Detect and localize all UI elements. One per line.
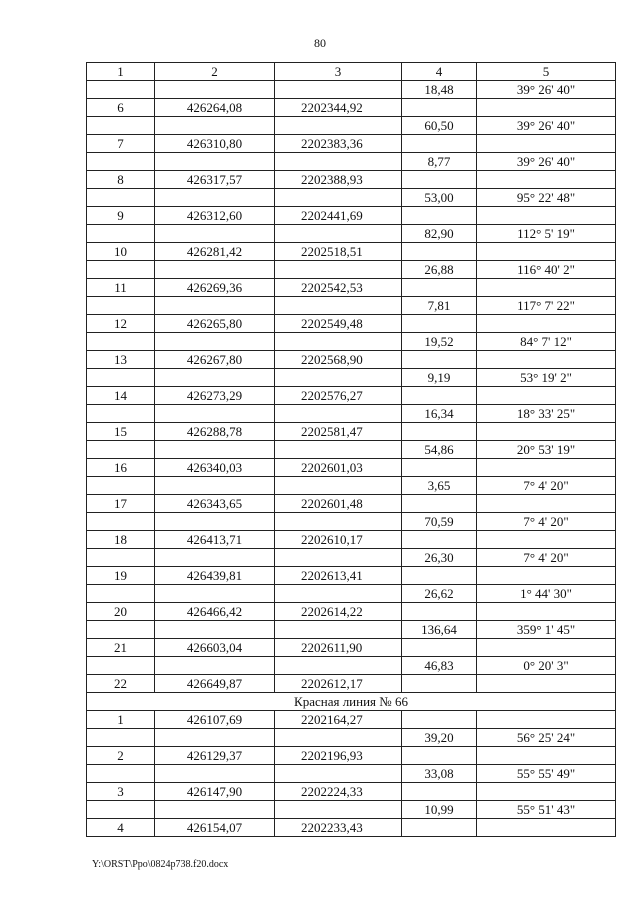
point-number-cell: 15 [87, 423, 155, 441]
y-coordinate-cell: 2202576,27 [275, 387, 402, 405]
angle-cell [477, 207, 616, 225]
point-number-cell [87, 585, 155, 603]
angle-cell: 39° 26' 40" [477, 117, 616, 135]
angle-cell: 55° 55' 49" [477, 765, 616, 783]
distance-cell [402, 603, 477, 621]
angle-cell: 56° 25' 24" [477, 729, 616, 747]
angle-cell [477, 387, 616, 405]
distance-cell: 10,99 [402, 801, 477, 819]
angle-cell [477, 675, 616, 693]
distance-cell: 54,86 [402, 441, 477, 459]
y-coordinate-cell [275, 405, 402, 423]
point-row [87, 531, 616, 549]
angle-cell: 116° 40' 2" [477, 261, 616, 279]
distance-cell [402, 567, 477, 585]
distance-cell [402, 711, 477, 729]
point-row [87, 711, 616, 729]
distance-cell: 26,62 [402, 585, 477, 603]
angle-cell: 359° 1' 45" [477, 621, 616, 639]
y-coordinate-cell [275, 117, 402, 135]
segment-row [87, 297, 616, 315]
angle-cell: 20° 53' 19" [477, 441, 616, 459]
x-coordinate-cell [155, 441, 275, 459]
point-number-cell: 14 [87, 387, 155, 405]
distance-cell [402, 783, 477, 801]
segment-row [87, 513, 616, 531]
distance-cell [402, 495, 477, 513]
y-coordinate-cell: 2202581,47 [275, 423, 402, 441]
x-coordinate-cell: 426317,57 [155, 171, 275, 189]
x-coordinate-cell: 426269,36 [155, 279, 275, 297]
point-number-cell: 4 [87, 819, 155, 837]
x-coordinate-cell [155, 333, 275, 351]
y-coordinate-cell [275, 225, 402, 243]
x-coordinate-cell: 426267,80 [155, 351, 275, 369]
point-row [87, 135, 616, 153]
distance-cell: 18,48 [402, 81, 477, 99]
y-coordinate-cell [275, 441, 402, 459]
point-number-cell [87, 153, 155, 171]
section-header-row [87, 693, 616, 711]
distance-cell [402, 315, 477, 333]
distance-cell: 33,08 [402, 765, 477, 783]
x-coordinate-cell: 426288,78 [155, 423, 275, 441]
point-number-cell [87, 621, 155, 639]
point-number-cell: 16 [87, 459, 155, 477]
y-coordinate-cell [275, 297, 402, 315]
y-coordinate-cell: 2202614,22 [275, 603, 402, 621]
y-coordinate-cell: 2202613,41 [275, 567, 402, 585]
angle-cell [477, 99, 616, 117]
distance-cell [402, 459, 477, 477]
x-coordinate-cell: 426129,37 [155, 747, 275, 765]
distance-cell [402, 819, 477, 837]
angle-cell: 7° 4' 20" [477, 477, 616, 495]
x-coordinate-cell [155, 765, 275, 783]
distance-cell [402, 171, 477, 189]
angle-cell [477, 243, 616, 261]
y-coordinate-cell [275, 657, 402, 675]
point-number-cell: 8 [87, 171, 155, 189]
y-coordinate-cell: 2202542,53 [275, 279, 402, 297]
distance-cell: 60,50 [402, 117, 477, 135]
point-row [87, 207, 616, 225]
y-coordinate-cell [275, 261, 402, 279]
angle-cell [477, 279, 616, 297]
distance-cell: 82,90 [402, 225, 477, 243]
y-coordinate-cell [275, 153, 402, 171]
x-coordinate-cell: 426265,80 [155, 315, 275, 333]
x-coordinate-cell [155, 405, 275, 423]
angle-cell [477, 315, 616, 333]
distance-cell: 8,77 [402, 153, 477, 171]
distance-cell: 136,64 [402, 621, 477, 639]
point-number-cell: 11 [87, 279, 155, 297]
x-coordinate-cell: 426649,87 [155, 675, 275, 693]
distance-cell: 39,20 [402, 729, 477, 747]
point-number-cell [87, 333, 155, 351]
point-number-cell: 3 [87, 783, 155, 801]
point-number-cell: 19 [87, 567, 155, 585]
x-coordinate-cell: 426147,90 [155, 783, 275, 801]
point-number-cell: 22 [87, 675, 155, 693]
angle-cell [477, 495, 616, 513]
angle-cell [477, 603, 616, 621]
angle-cell [477, 351, 616, 369]
angle-cell: 0° 20' 3" [477, 657, 616, 675]
point-number-cell [87, 261, 155, 279]
table-body [87, 81, 616, 837]
point-number-cell [87, 765, 155, 783]
angle-cell: 39° 26' 40" [477, 153, 616, 171]
point-row [87, 675, 616, 693]
x-coordinate-cell [155, 81, 275, 99]
angle-cell: 1° 44' 30" [477, 585, 616, 603]
segment-row [87, 801, 616, 819]
point-row [87, 495, 616, 513]
point-row [87, 99, 616, 117]
segment-row [87, 225, 616, 243]
y-coordinate-cell: 2202568,90 [275, 351, 402, 369]
point-number-cell: 13 [87, 351, 155, 369]
point-row [87, 351, 616, 369]
x-coordinate-cell [155, 513, 275, 531]
column-header-1: 1 [87, 63, 155, 81]
segment-row [87, 729, 616, 747]
angle-cell: 117° 7' 22" [477, 297, 616, 315]
segment-row [87, 765, 616, 783]
angle-cell [477, 567, 616, 585]
point-row [87, 603, 616, 621]
y-coordinate-cell [275, 765, 402, 783]
y-coordinate-cell [275, 81, 402, 99]
point-row [87, 387, 616, 405]
file-path-footer: Y:\ORST\Ppo\0824p738.f20.docx [92, 859, 229, 870]
point-row [87, 171, 616, 189]
x-coordinate-cell [155, 297, 275, 315]
x-coordinate-cell: 426603,04 [155, 639, 275, 657]
distance-cell: 19,52 [402, 333, 477, 351]
segment-row [87, 477, 616, 495]
angle-cell [477, 531, 616, 549]
point-number-cell: 21 [87, 639, 155, 657]
x-coordinate-cell [155, 117, 275, 135]
x-coordinate-cell [155, 369, 275, 387]
distance-cell: 16,34 [402, 405, 477, 423]
y-coordinate-cell [275, 189, 402, 207]
point-number-cell [87, 441, 155, 459]
y-coordinate-cell: 2202383,36 [275, 135, 402, 153]
x-coordinate-cell: 426340,03 [155, 459, 275, 477]
point-number-cell [87, 369, 155, 387]
x-coordinate-cell: 426466,42 [155, 603, 275, 621]
y-coordinate-cell [275, 729, 402, 747]
y-coordinate-cell [275, 621, 402, 639]
distance-cell [402, 279, 477, 297]
segment-row [87, 153, 616, 171]
y-coordinate-cell: 2202224,33 [275, 783, 402, 801]
angle-cell: 7° 4' 20" [477, 549, 616, 567]
segment-row [87, 261, 616, 279]
distance-cell [402, 387, 477, 405]
distance-cell [402, 531, 477, 549]
distance-cell: 3,65 [402, 477, 477, 495]
angle-cell [477, 459, 616, 477]
x-coordinate-cell [155, 585, 275, 603]
y-coordinate-cell: 2202611,90 [275, 639, 402, 657]
point-row [87, 423, 616, 441]
angle-cell: 112° 5' 19" [477, 225, 616, 243]
angle-cell: 55° 51' 43" [477, 801, 616, 819]
angle-cell [477, 639, 616, 657]
angle-cell [477, 135, 616, 153]
x-coordinate-cell: 426281,42 [155, 243, 275, 261]
y-coordinate-cell: 2202441,69 [275, 207, 402, 225]
point-number-cell [87, 657, 155, 675]
section-title: Красная линия № 66 [87, 693, 616, 711]
x-coordinate-cell [155, 621, 275, 639]
point-number-cell [87, 477, 155, 495]
point-number-cell: 7 [87, 135, 155, 153]
angle-cell [477, 819, 616, 837]
angle-cell [477, 783, 616, 801]
y-coordinate-cell: 2202549,48 [275, 315, 402, 333]
segment-row [87, 441, 616, 459]
y-coordinate-cell: 2202196,93 [275, 747, 402, 765]
point-number-cell: 10 [87, 243, 155, 261]
angle-cell [477, 747, 616, 765]
distance-cell [402, 99, 477, 117]
point-row [87, 279, 616, 297]
distance-cell [402, 135, 477, 153]
x-coordinate-cell: 426310,80 [155, 135, 275, 153]
y-coordinate-cell: 2202601,03 [275, 459, 402, 477]
point-number-cell [87, 513, 155, 531]
x-coordinate-cell [155, 657, 275, 675]
y-coordinate-cell [275, 513, 402, 531]
angle-cell: 84° 7' 12" [477, 333, 616, 351]
point-number-cell: 18 [87, 531, 155, 549]
x-coordinate-cell: 426107,69 [155, 711, 275, 729]
point-row [87, 459, 616, 477]
point-number-cell: 9 [87, 207, 155, 225]
y-coordinate-cell [275, 585, 402, 603]
angle-cell [477, 711, 616, 729]
point-number-cell [87, 549, 155, 567]
segment-row [87, 585, 616, 603]
segment-row [87, 333, 616, 351]
point-number-cell: 20 [87, 603, 155, 621]
angle-cell: 53° 19' 2" [477, 369, 616, 387]
x-coordinate-cell [155, 189, 275, 207]
point-number-cell [87, 801, 155, 819]
distance-cell [402, 351, 477, 369]
column-header-3: 3 [275, 63, 402, 81]
y-coordinate-cell [275, 549, 402, 567]
y-coordinate-cell: 2202610,17 [275, 531, 402, 549]
distance-cell: 26,88 [402, 261, 477, 279]
column-header-4: 4 [402, 63, 477, 81]
x-coordinate-cell [155, 477, 275, 495]
x-coordinate-cell: 426154,07 [155, 819, 275, 837]
point-row [87, 243, 616, 261]
x-coordinate-cell: 426312,60 [155, 207, 275, 225]
point-row [87, 567, 616, 585]
point-number-cell: 12 [87, 315, 155, 333]
point-number-cell: 2 [87, 747, 155, 765]
distance-cell: 46,83 [402, 657, 477, 675]
distance-cell [402, 243, 477, 261]
x-coordinate-cell: 426343,65 [155, 495, 275, 513]
distance-cell: 70,59 [402, 513, 477, 531]
page-number: 80 [314, 36, 326, 50]
point-number-cell [87, 729, 155, 747]
segment-row [87, 657, 616, 675]
angle-cell: 95° 22' 48" [477, 189, 616, 207]
point-number-cell [87, 81, 155, 99]
point-number-cell [87, 297, 155, 315]
segment-row [87, 549, 616, 567]
segment-row [87, 117, 616, 135]
point-row [87, 639, 616, 657]
point-row [87, 819, 616, 837]
x-coordinate-cell: 426264,08 [155, 99, 275, 117]
x-coordinate-cell [155, 801, 275, 819]
angle-cell: 18° 33' 25" [477, 405, 616, 423]
point-row [87, 315, 616, 333]
x-coordinate-cell [155, 225, 275, 243]
table-header-row [87, 63, 616, 81]
distance-cell [402, 639, 477, 657]
y-coordinate-cell: 2202518,51 [275, 243, 402, 261]
column-header-5: 5 [477, 63, 616, 81]
point-number-cell [87, 117, 155, 135]
point-number-cell [87, 405, 155, 423]
x-coordinate-cell: 426273,29 [155, 387, 275, 405]
y-coordinate-cell [275, 801, 402, 819]
point-number-cell: 1 [87, 711, 155, 729]
distance-cell [402, 675, 477, 693]
x-coordinate-cell [155, 153, 275, 171]
point-number-cell: 17 [87, 495, 155, 513]
distance-cell: 53,00 [402, 189, 477, 207]
segment-row [87, 405, 616, 423]
x-coordinate-cell: 426439,81 [155, 567, 275, 585]
y-coordinate-cell [275, 369, 402, 387]
y-coordinate-cell [275, 477, 402, 495]
x-coordinate-cell [155, 261, 275, 279]
x-coordinate-cell [155, 549, 275, 567]
y-coordinate-cell: 2202388,93 [275, 171, 402, 189]
point-number-cell [87, 225, 155, 243]
column-header-2: 2 [155, 63, 275, 81]
angle-cell [477, 171, 616, 189]
coordinates-table [86, 62, 616, 837]
segment-row [87, 369, 616, 387]
segment-row [87, 189, 616, 207]
distance-cell [402, 747, 477, 765]
angle-cell: 39° 26' 40" [477, 81, 616, 99]
distance-cell [402, 207, 477, 225]
distance-cell: 26,30 [402, 549, 477, 567]
y-coordinate-cell: 2202612,17 [275, 675, 402, 693]
distance-cell: 9,19 [402, 369, 477, 387]
segment-row [87, 81, 616, 99]
distance-cell [402, 423, 477, 441]
y-coordinate-cell [275, 333, 402, 351]
y-coordinate-cell: 2202164,27 [275, 711, 402, 729]
angle-cell: 7° 4' 20" [477, 513, 616, 531]
point-number-cell [87, 189, 155, 207]
x-coordinate-cell [155, 729, 275, 747]
angle-cell [477, 423, 616, 441]
point-number-cell: 6 [87, 99, 155, 117]
segment-row [87, 621, 616, 639]
point-row [87, 747, 616, 765]
y-coordinate-cell: 2202233,43 [275, 819, 402, 837]
distance-cell: 7,81 [402, 297, 477, 315]
y-coordinate-cell: 2202601,48 [275, 495, 402, 513]
y-coordinate-cell: 2202344,92 [275, 99, 402, 117]
point-row [87, 783, 616, 801]
x-coordinate-cell: 426413,71 [155, 531, 275, 549]
